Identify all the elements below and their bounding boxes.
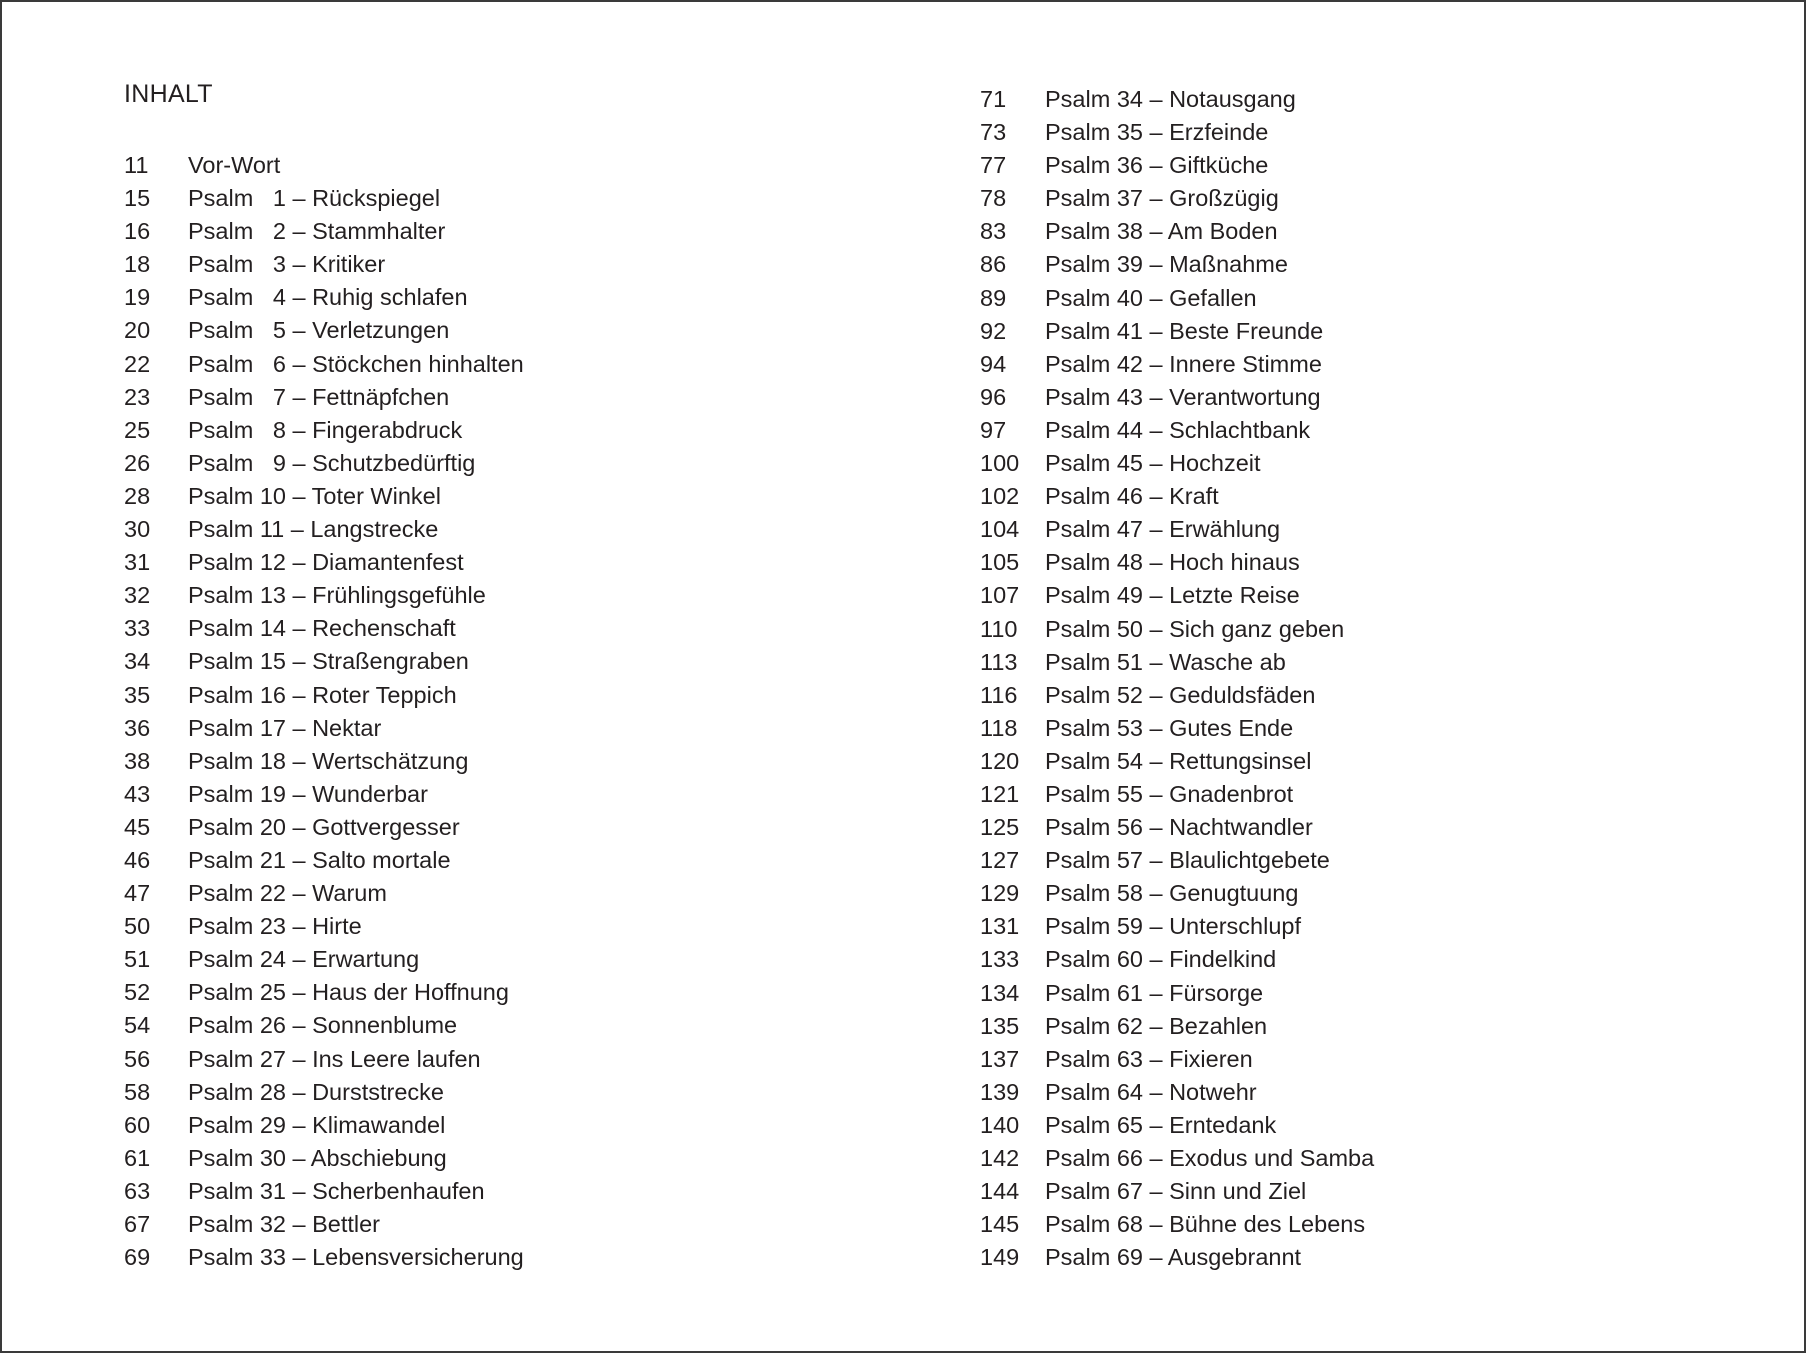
toc-entry	[980, 679, 1374, 712]
toc-entry	[124, 910, 524, 943]
toc-entry	[980, 1076, 1374, 1109]
toc-entry	[980, 778, 1374, 811]
toc-entry-title: Psalm 41 – Beste Freunde	[1045, 317, 1324, 344]
toc-entry	[980, 381, 1374, 414]
toc-entry-title: Psalm 31 – Scherbenhaufen	[188, 1177, 485, 1204]
toc-entry	[980, 414, 1374, 447]
toc-entry-title: Psalm 1 – Rückspiegel	[188, 185, 441, 212]
toc-entry	[124, 281, 524, 314]
toc-entry	[980, 712, 1374, 745]
toc-entry-title: Psalm 45 – Hochzeit	[1045, 450, 1261, 477]
toc-entry-title: Psalm 26 – Sonnenblume	[188, 1012, 458, 1039]
toc-entry-title: Psalm 57 – Blaulichtgebete	[1045, 847, 1330, 874]
toc-page-number: 100	[980, 450, 1020, 477]
toc-entry	[124, 215, 524, 248]
toc-title: INHALT	[124, 80, 213, 108]
toc-entry	[124, 778, 524, 811]
toc-page-number: 25	[124, 416, 151, 443]
toc-entry	[980, 116, 1374, 149]
toc-entry-title: Psalm 51 – Wasche ab	[1045, 648, 1286, 675]
toc-page-number: 23	[124, 383, 151, 410]
toc-page-number: 134	[980, 979, 1020, 1006]
toc-page-number: 63	[124, 1177, 151, 1204]
toc-page-number: 137	[980, 1045, 1020, 1072]
toc-entry	[124, 149, 524, 182]
toc-page-number: 51	[124, 946, 151, 973]
toc-page-number: 140	[980, 1111, 1020, 1138]
toc-page-number: 102	[980, 483, 1020, 510]
toc-page-number: 127	[980, 847, 1020, 874]
toc-entry-title: Psalm 42 – Innere Stimme	[1045, 350, 1322, 377]
toc-page-number: 133	[980, 946, 1020, 973]
toc-entry	[124, 1175, 524, 1208]
toc-entry-title: Psalm 19 – Wunderbar	[188, 780, 428, 807]
toc-page-number: 15	[124, 185, 151, 212]
toc-entry-title: Psalm 27 – Ins Leere laufen	[188, 1045, 481, 1072]
toc-entry	[124, 679, 524, 712]
toc-page-number: 120	[980, 747, 1020, 774]
toc-entry	[124, 248, 524, 281]
toc-entry	[980, 1208, 1374, 1241]
toc-entry	[980, 844, 1374, 877]
toc-entry-title: Psalm 22 – Warum	[188, 880, 387, 907]
toc-page-number: 11	[124, 152, 149, 178]
toc-entry	[980, 248, 1374, 281]
toc-page-number: 86	[980, 251, 1007, 278]
toc-entry	[124, 877, 524, 910]
toc-entry	[124, 513, 524, 546]
toc-entry	[124, 381, 524, 414]
toc-entry	[124, 579, 524, 612]
toc-entry-title: Psalm 4 – Ruhig schlafen	[188, 284, 468, 311]
toc-entry-title: Psalm 16 – Roter Teppich	[188, 681, 457, 708]
toc-entry	[980, 1043, 1374, 1076]
toc-entry-title: Psalm 5 – Verletzungen	[188, 317, 450, 344]
toc-entry	[124, 314, 524, 347]
toc-entry	[124, 645, 524, 678]
toc-entry-title: Psalm 64 – Notwehr	[1045, 1078, 1257, 1105]
toc-entry	[980, 1109, 1374, 1142]
toc-entry-title: Psalm 36 – Giftküche	[1045, 152, 1269, 179]
toc-entry-title: Psalm 43 – Verantwortung	[1045, 383, 1321, 410]
toc-entry-title: Psalm 24 – Erwartung	[188, 946, 420, 973]
toc-page-number: 18	[124, 251, 151, 278]
toc-page-number: 71	[980, 86, 1007, 112]
toc-entry-title: Psalm 59 – Unterschlupf	[1045, 913, 1302, 940]
toc-entry-title: Psalm 18 – Wertschätzung	[188, 747, 469, 774]
toc-entry	[980, 447, 1374, 480]
toc-page-number: 104	[980, 516, 1020, 543]
toc-page-number: 77	[980, 152, 1007, 179]
toc-page-number: 73	[980, 119, 1007, 146]
toc-entry	[980, 215, 1374, 248]
toc-entry	[980, 613, 1374, 646]
toc-entry	[124, 1142, 524, 1175]
toc-entry-title: Psalm 55 – Gnadenbrot	[1045, 780, 1294, 807]
toc-page-number: 83	[980, 218, 1007, 245]
toc-entry	[980, 149, 1374, 182]
toc-entry-title: Psalm 20 – Gottvergesser	[188, 813, 460, 840]
toc-entry	[980, 546, 1374, 579]
toc-page-number: 116	[980, 681, 1018, 708]
toc-entry-title: Psalm 61 – Fürsorge	[1045, 979, 1264, 1006]
toc-entry	[124, 480, 524, 513]
toc-page-number: 94	[980, 350, 1007, 377]
toc-page-number: 45	[124, 813, 151, 840]
toc-entry-title: Psalm 30 – Abschiebung	[188, 1144, 447, 1171]
toc-entry	[124, 348, 524, 381]
toc-page-number: 69	[124, 1244, 151, 1271]
toc-entry	[980, 943, 1374, 976]
toc-page-number: 16	[124, 218, 151, 245]
toc-page-number: 129	[980, 880, 1020, 907]
toc-page-number: 131	[980, 913, 1020, 940]
toc-entry	[980, 910, 1374, 943]
toc-entry-title: Psalm 44 – Schlachtbank	[1045, 416, 1311, 443]
toc-entry	[980, 480, 1374, 513]
toc-entry	[980, 977, 1374, 1010]
toc-page-number: 58	[124, 1078, 151, 1105]
toc-entry	[124, 1109, 524, 1142]
toc-page-number: 30	[124, 516, 151, 543]
toc-entry-title: Psalm 35 – Erzfeinde	[1045, 119, 1269, 146]
toc-entry	[980, 1175, 1374, 1208]
toc-page-number: 47	[124, 880, 151, 907]
toc-page-number: 110	[980, 615, 1018, 642]
toc-entry-title: Psalm 47 – Erwählung	[1045, 516, 1281, 543]
toc-page-number: 144	[980, 1178, 1020, 1205]
toc-entry	[980, 877, 1374, 910]
toc-entry	[124, 1076, 524, 1109]
toc-entry	[124, 1009, 524, 1042]
toc-entry	[124, 1241, 524, 1274]
toc-page-number: 96	[980, 383, 1007, 410]
toc-page-number: 50	[124, 913, 151, 940]
toc-entry	[124, 712, 524, 745]
toc-entry-title: Vor-Wort	[188, 152, 281, 178]
toc-entry-title: Psalm 37 – Großzügig	[1045, 185, 1279, 212]
toc-page-number: 20	[124, 317, 151, 344]
toc-page-number: 113	[980, 648, 1018, 675]
toc-page-number: 121	[980, 780, 1020, 807]
toc-entry-title: Psalm 8 – Fingerabdruck	[188, 416, 463, 443]
toc-page-number: 56	[124, 1045, 151, 1072]
toc-entry	[124, 182, 524, 215]
toc-entry-title: Psalm 60 – Findelkind	[1045, 946, 1277, 973]
toc-page-number: 135	[980, 1012, 1020, 1039]
toc-entry-title: Psalm 9 – Schutzbedürftig	[188, 449, 476, 476]
toc-entry-title: Psalm 40 – Gefallen	[1045, 284, 1257, 311]
toc-page-number: 139	[980, 1078, 1020, 1105]
toc-right-column	[980, 83, 1374, 1274]
toc-entry-title: Psalm 2 – Stammhalter	[188, 218, 446, 245]
toc-page-number: 125	[980, 814, 1020, 841]
toc-entry	[124, 546, 524, 579]
toc-page-number: 43	[124, 780, 151, 807]
toc-entry	[980, 513, 1374, 546]
toc-page-number: 67	[124, 1211, 151, 1237]
toc-entry	[980, 745, 1374, 778]
toc-entry	[980, 348, 1374, 381]
toc-entry-title: Psalm 66 – Exodus und Samba	[1045, 1145, 1375, 1171]
toc-entry-title: Psalm 6 – Stöckchen hinhalten	[188, 350, 524, 377]
toc-page-number: 28	[124, 482, 151, 509]
toc-entry	[980, 1142, 1374, 1175]
toc-entry	[980, 315, 1374, 348]
toc-page-number: 38	[124, 747, 151, 774]
toc-page-number: 35	[124, 681, 151, 708]
toc-entry-title: Psalm 38 – Am Boden	[1045, 218, 1278, 245]
toc-entry	[124, 844, 524, 877]
toc-entry	[124, 414, 524, 447]
toc-entry-title: Psalm 12 – Diamantenfest	[188, 549, 464, 576]
toc-page-number: 89	[980, 284, 1007, 311]
toc-entry-title: Psalm 56 – Nachtwandler	[1045, 814, 1313, 841]
toc-entry-title: Psalm 28 – Durststrecke	[188, 1078, 444, 1105]
toc-entry-title: Psalm 34 – Notausgang	[1045, 86, 1296, 112]
toc-entry-title: Psalm 15 – Straßengraben	[188, 648, 469, 675]
toc-entry-title: Psalm 3 – Kritiker	[188, 251, 386, 278]
toc-page-number: 60	[124, 1111, 151, 1138]
toc-entry-title: Psalm 23 – Hirte	[188, 913, 362, 940]
toc-entry-title: Psalm 46 – Kraft	[1045, 483, 1219, 510]
toc-entry-title: Psalm 29 – Klimawandel	[188, 1111, 446, 1138]
toc-page-number: 26	[124, 449, 151, 476]
toc-entry-title: Psalm 54 – Rettungsinsel	[1045, 747, 1312, 774]
toc-page-number: 92	[980, 317, 1007, 344]
toc-entry-title: Psalm 62 – Bezahlen	[1045, 1012, 1268, 1039]
toc-entry	[980, 646, 1374, 679]
toc-entry	[124, 612, 524, 645]
toc-entry-title: Psalm 52 – Geduldsfäden	[1045, 681, 1316, 708]
toc-entry	[980, 1010, 1374, 1043]
toc-entry	[124, 811, 524, 844]
toc-entry-title: Psalm 10 – Toter Winkel	[188, 482, 441, 509]
toc-page-number: 33	[124, 615, 151, 642]
toc-page-number: 149	[980, 1244, 1020, 1271]
toc-page-number: 19	[124, 284, 151, 311]
toc-entry-title: Psalm 50 – Sich ganz geben	[1045, 615, 1345, 642]
toc-entry-title: Psalm 67 – Sinn und Ziel	[1045, 1178, 1307, 1205]
toc-entry	[980, 182, 1374, 215]
toc-page-number: 105	[980, 549, 1020, 576]
toc-page-number: 32	[124, 582, 151, 609]
toc-entry-title: Psalm 49 – Letzte Reise	[1045, 582, 1300, 609]
toc-page-number: 97	[980, 416, 1007, 443]
toc-entry	[980, 811, 1374, 844]
toc-entry	[124, 1208, 524, 1241]
toc-entry	[980, 1241, 1374, 1274]
toc-entry-title: Psalm 11 – Langstrecke	[188, 516, 439, 543]
toc-entry-title: Psalm 53 – Gutes Ende	[1045, 714, 1294, 741]
toc-entry	[124, 447, 524, 480]
toc-page-number: 31	[124, 549, 151, 576]
toc-left-column	[124, 149, 524, 1274]
toc-page-number: 52	[124, 979, 151, 1006]
toc-entry-title: Psalm 58 – Genugtuung	[1045, 880, 1299, 907]
toc-entry	[124, 943, 524, 976]
toc-entry-title: Psalm 39 – Maßnahme	[1045, 251, 1288, 278]
toc-entry-title: Psalm 13 – Frühlingsgefühle	[188, 582, 486, 609]
toc-entry	[124, 976, 524, 1009]
toc-entry-title: Psalm 32 – Bettler	[188, 1211, 381, 1237]
toc-entry-title: Psalm 65 – Erntedank	[1045, 1111, 1277, 1138]
toc-entry	[980, 579, 1374, 612]
toc-entry-title: Psalm 21 – Salto mortale	[188, 846, 451, 873]
toc-entry-title: Psalm 63 – Fixieren	[1045, 1045, 1253, 1072]
toc-entry	[124, 745, 524, 778]
toc-page-number: 34	[124, 648, 151, 675]
toc-page-number: 46	[124, 846, 151, 873]
toc-entry-title: Psalm 33 – Lebensversicherung	[188, 1244, 524, 1271]
toc-page-number: 54	[124, 1012, 151, 1039]
toc-page-number: 118	[980, 714, 1018, 741]
toc-entry-title: Psalm 25 – Haus der Hoffnung	[188, 979, 509, 1006]
toc-page-number: 145	[980, 1211, 1020, 1238]
toc-entry	[124, 1043, 524, 1076]
toc-entry-title: Psalm 69 – Ausgebrannt	[1045, 1244, 1302, 1271]
toc-page-number: 22	[124, 350, 151, 377]
toc-entry-title: Psalm 14 – Rechenschaft	[188, 615, 456, 642]
toc-entry-title: Psalm 68 – Bühne des Lebens	[1045, 1211, 1366, 1238]
toc-entry	[980, 282, 1374, 315]
toc-entry	[980, 83, 1374, 116]
toc-page-number: 78	[980, 185, 1007, 212]
toc-entry-title: Psalm 17 – Nektar	[188, 714, 382, 741]
toc-page-number: 61	[124, 1144, 151, 1171]
toc-page-number: 142	[980, 1145, 1020, 1171]
toc-page-number: 36	[124, 714, 151, 741]
toc-entry-title: Psalm 7 – Fettnäpfchen	[188, 383, 450, 410]
toc-entry-title: Psalm 48 – Hoch hinaus	[1045, 549, 1300, 576]
toc-page-number: 107	[980, 582, 1020, 609]
